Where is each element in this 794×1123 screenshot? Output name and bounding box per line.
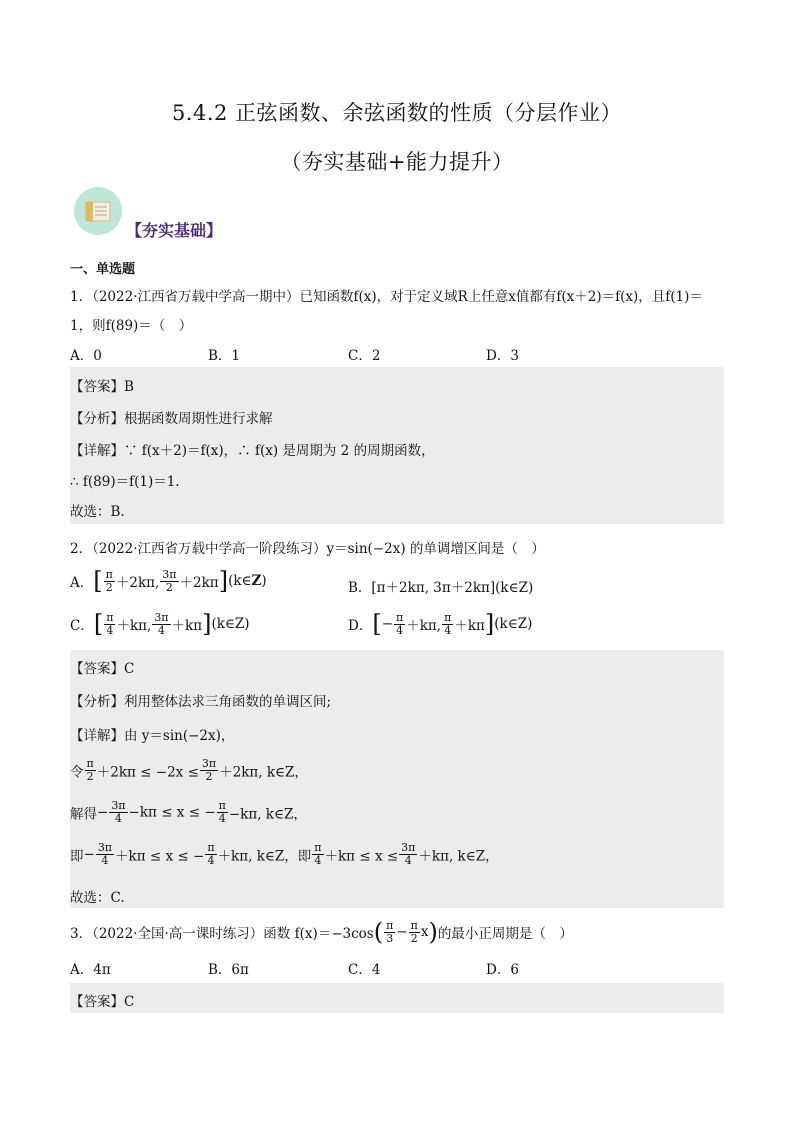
q1-analysis: 【分析】根据函数周期性进行求解 bbox=[70, 411, 273, 427]
q3-solution-panel bbox=[70, 983, 724, 1013]
q2-step-2: 解得− $\frac{3\pi}{4}$ −kπ ≤ x ≤ − $\frac{\pi}{4}$ −kπ, k∈Z， bbox=[70, 799, 307, 825]
q2-stem: 2．（2022·江西省万载中学高一阶段练习）y＝sin(−2x) 的单调增区间是（ ） bbox=[70, 541, 545, 557]
q1-option-c: C．2 bbox=[348, 348, 381, 364]
q3-option-b: B．6π bbox=[208, 962, 249, 978]
q1-choose: 故选：B. bbox=[70, 504, 125, 520]
notebook-icon bbox=[74, 187, 122, 235]
q1-stem-line1: 1．（2022·江西省万载中学高一期中）已知函数f(x)，对于定义域R上任意x值都有f(x＋2)＝f(x)，且f(1)＝ bbox=[70, 289, 703, 305]
q1-stem-line2: 1，则f(89)＝（ ） bbox=[70, 318, 193, 334]
q3-option-a: A．4π bbox=[70, 962, 111, 978]
q1-answer: 【答案】B bbox=[70, 379, 134, 395]
q2-step-3: 即− $\frac{3\pi}{4}$ ＋kπ ≤ x ≤ − $\frac{\pi}{4}$ ＋kπ, k∈Z，即 $\frac{\pi}{4}$ ＋kπ ≤ x ≤ $\frac{3\pi}{4}$ ＋kπ, k∈Z， bbox=[70, 841, 499, 867]
q3-option-d: D．6 bbox=[486, 962, 519, 978]
section-label: 【夯实基础】 bbox=[126, 221, 223, 240]
document-subtitle: （夯实基础+能力提升） bbox=[280, 150, 514, 174]
q1-detail: 【详解】∵ f(x＋2)＝f(x)，∴ f(x) 是周期为 2 的周期函数， bbox=[70, 443, 435, 459]
q2-option-b: B．[π＋2kπ, 3π＋2kπ](k∈Z) bbox=[348, 580, 534, 596]
q1-option-d: D．3 bbox=[486, 348, 519, 364]
q3-option-c: C．4 bbox=[348, 962, 381, 978]
q1-detail-2: ∴ f(89)＝f(1)＝1. bbox=[70, 474, 180, 490]
q2-choose: 故选：C. bbox=[70, 890, 125, 906]
q2-answer: 【答案】C bbox=[70, 661, 135, 677]
q2-detail: 【详解】由 y＝sin(−2x)， bbox=[70, 728, 235, 744]
q1-option-b: B．1 bbox=[208, 348, 241, 364]
q2-option-c: C．[ $\frac{\pi}{4}$ ＋kπ, $\frac{3\pi}{4}$ ＋kπ](k∈Z) bbox=[70, 610, 250, 638]
q2-option-a: A．[ $\frac{\pi}{2}$ ＋2kπ, $\frac{3\pi}{2}$ ＋2kπ](k∈Z) bbox=[70, 567, 267, 595]
q3-stem: 3．（2022·全国·高一课时练习）函数 f(x)＝−3cos( $\frac{\pi}{3}$ − $\frac{\pi}{2}$ x)的最小正周期是（ ） bbox=[70, 918, 573, 946]
q2-step-1: 令 $\frac{\pi}{2}$ ＋2kπ ≤ −2x ≤ $\frac{3\pi}{2}$ ＋2kπ, k∈Z， bbox=[70, 757, 308, 783]
q2-option-d: D．[− $\frac{\pi}{4}$ ＋kπ, $\frac{\pi}{4}$ ＋kπ](k∈Z) bbox=[348, 610, 533, 638]
document-title: 5.4.2 正弦函数、余弦函数的性质（分层作业） bbox=[171, 101, 623, 125]
q2-analysis: 【分析】利用整体法求三角函数的单调区间; bbox=[70, 694, 332, 710]
q3-answer: 【答案】C bbox=[70, 994, 135, 1010]
part-heading: 一、单选题 bbox=[70, 262, 136, 277]
q1-option-a: A．0 bbox=[70, 348, 102, 364]
